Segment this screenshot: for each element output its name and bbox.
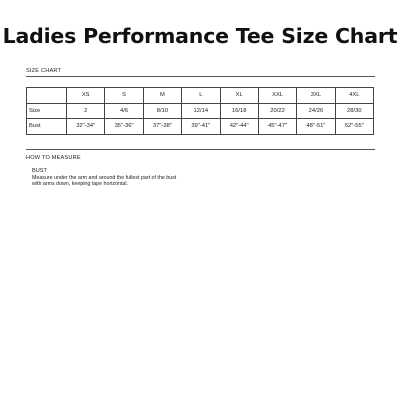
table-cell: 35"-36" xyxy=(105,119,143,135)
table-cell: 45"-47" xyxy=(258,119,296,135)
size-header-l: L xyxy=(182,88,220,104)
table-cell: 52"-55" xyxy=(335,119,373,135)
size-table xyxy=(26,87,374,135)
size-header-4xl: 4XL xyxy=(335,88,373,104)
table-cell: 42"-44" xyxy=(220,119,258,135)
table-cell: 20/22 xyxy=(258,103,296,119)
table-row-bust xyxy=(27,119,374,135)
table-header-row xyxy=(27,88,374,104)
table-cell: 28/30 xyxy=(335,103,373,119)
table-cell: 16/18 xyxy=(220,103,258,119)
table-cell: 48"-51" xyxy=(297,119,335,135)
table-corner-cell xyxy=(27,88,67,104)
size-header-m: M xyxy=(143,88,181,104)
table-cell: 24/26 xyxy=(297,103,335,119)
how-to-measure-label: HOW TO MEASURE xyxy=(26,155,81,161)
table-cell: 39"-41" xyxy=(182,119,220,135)
table-cell: 37"-38" xyxy=(143,119,181,135)
row-label-bust: Bust xyxy=(27,119,67,135)
table-cell: 8/10 xyxy=(143,103,181,119)
size-chart-divider xyxy=(26,76,375,77)
size-chart-label: SIZE CHART xyxy=(26,68,62,74)
table-row-size xyxy=(27,103,374,119)
measure-desc-line: with arms down, keeping tape horizontal. xyxy=(32,181,128,188)
how-to-measure-divider xyxy=(26,149,375,150)
table-cell: 4/6 xyxy=(105,103,143,119)
table-cell: 32"-34" xyxy=(67,119,105,135)
size-header-3xl: 3XL xyxy=(297,88,335,104)
size-header-xs: XS xyxy=(67,88,105,104)
table-cell: 12/14 xyxy=(182,103,220,119)
table-cell: 2 xyxy=(67,103,105,119)
size-header-xxl: XXL xyxy=(258,88,296,104)
page-title: Ladies Performance Tee Size Chart xyxy=(2,24,398,48)
measure-item-description xyxy=(32,175,232,188)
size-header-xl: XL xyxy=(220,88,258,104)
measure-item-title: BUST xyxy=(32,168,47,174)
row-label-size: Size xyxy=(27,103,67,119)
size-header-s: S xyxy=(105,88,143,104)
measure-desc-line: Measure under the arm and around the fullest part of the bust xyxy=(32,175,177,181)
